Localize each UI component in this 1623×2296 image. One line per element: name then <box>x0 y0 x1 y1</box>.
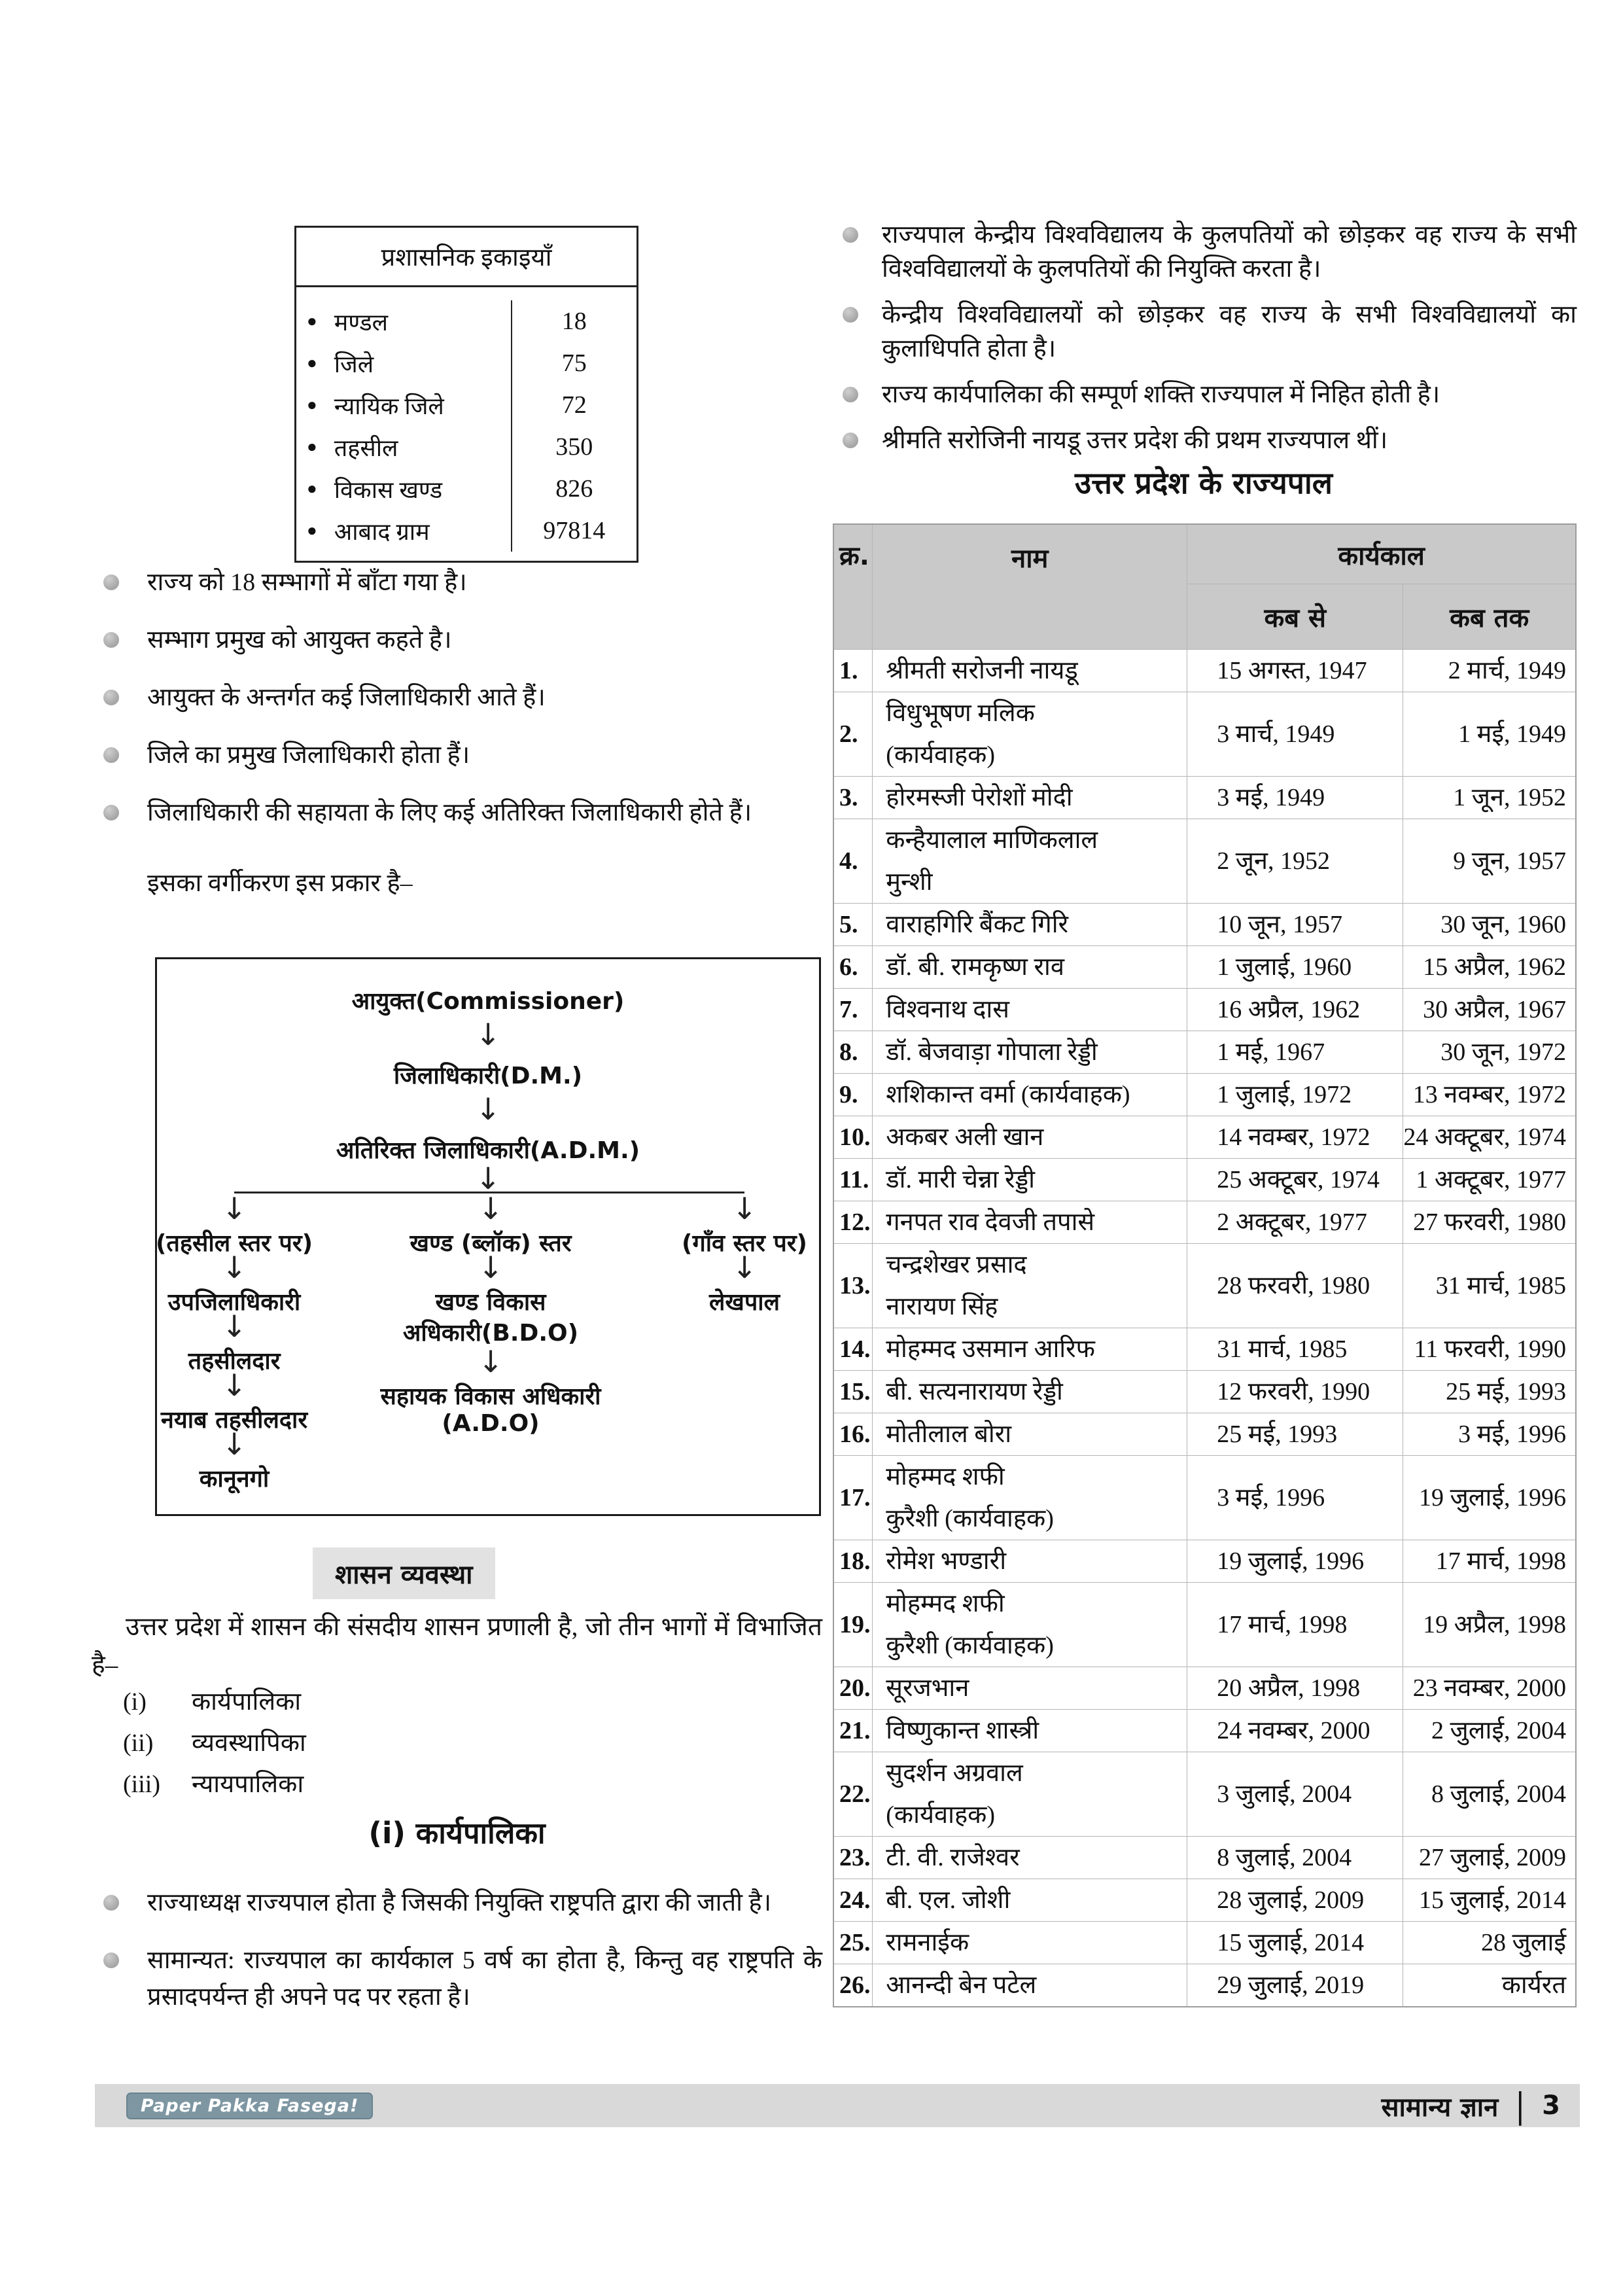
admin-row-value: 75 <box>511 342 637 384</box>
table-row <box>296 468 637 510</box>
governor-name: होरमस्जी पेरोशों मोदी <box>886 784 1073 811</box>
down-arrow-icon: ↓ <box>475 1017 501 1052</box>
table-row: 18. रोमेश भण्डारी 19 जुलाई, 1996 17 मार्च, 1998 <box>833 1540 1576 1583</box>
governor-name: आनन्दी बेन पटेल <box>886 1971 1037 1999</box>
governor-name: बी. एल. जोशी <box>886 1886 1011 1914</box>
subheading-karyapalika: (i) कार्यपालिका <box>368 1816 546 1850</box>
governor-name: मोतीलाल बोरा <box>886 1421 1012 1448</box>
bullet-dot-icon <box>103 690 119 705</box>
admin-row-label: आबाद ग्राम <box>334 518 430 545</box>
classification-note: इसका वर्गीकरण इस प्रकार है– <box>147 870 413 897</box>
governor-name: (कार्यवाहक) <box>886 1801 995 1829</box>
bullet-text: जिले का प्रमुख जिलाधिकारी होता हैं। <box>147 741 470 769</box>
governor-name: टी. वी. राजेश्वर <box>886 1844 1020 1871</box>
table-row <box>296 342 637 384</box>
table-row: 23. टी. वी. राजेश्वर 8 जुलाई, 2004 27 जुलाई, 2009 <box>833 1837 1576 1879</box>
column-header-to: कब तक <box>1403 584 1576 650</box>
column-header-tenure: कार्यकाल <box>1187 524 1576 584</box>
down-arrow-icon: ↓ <box>478 1191 504 1226</box>
list-item <box>92 737 822 773</box>
admin-row-value: 350 <box>511 426 637 468</box>
bullet-dot-icon <box>103 1895 119 1911</box>
bullet-text: श्रीमति सरोजिनी नायडू उत्तर प्रदेश की प्रथम राज्यपाल थीं। <box>882 427 1388 454</box>
bullet-text: राज्य को 18 सम्भागों में बाँटा गया है। <box>147 569 467 596</box>
bullet-dot-icon: ● <box>307 437 317 456</box>
down-arrow-icon: ↓ <box>731 1191 758 1226</box>
table-row: 20. सूरजभान 20 अप्रैल, 1998 23 नवम्बर, 2000 <box>833 1667 1576 1710</box>
table-row: 5. वाराहगिरि बैंकट गिरि 10 जून, 1957 30 जून, 1960 <box>833 904 1576 946</box>
governor-name: डॉ. बेजवाड़ा गोपाला रेड्डी <box>886 1038 1098 1066</box>
flow-node-ado-line2: (A.D.O) <box>442 1410 540 1437</box>
flow-node-tehsil-level: (तहसील स्तर पर) <box>155 1230 313 1257</box>
governor-name: बी. सत्यनारायण रेड्डी <box>886 1378 1063 1405</box>
table-header-row <box>833 524 1576 584</box>
down-arrow-icon: ↓ <box>221 1426 247 1462</box>
list-item <box>831 378 1577 412</box>
down-arrow-icon: ↓ <box>478 1250 504 1285</box>
flow-node-bdo-line2: अधिकारी(B.D.O) <box>402 1320 579 1347</box>
table-row: 17. मोहम्मद शफी कुरैशी (कार्यवाहक) 3 मई, 1996 19 जुलाई, 1996 <box>833 1456 1576 1540</box>
column-header-from: कब से <box>1187 584 1403 650</box>
admin-row-label: मण्डल <box>334 309 389 336</box>
flow-node-dm: जिलाधिकारी(D.M.) <box>393 1063 583 1089</box>
admin-row-label: जिले <box>334 351 374 378</box>
table-row: 1. श्रीमती सरोजनी नायडू 15 अगस्त, 1947 2 मार्च, 1949 <box>833 650 1576 692</box>
table-row: 2. विधुभूषण मलिक (कार्यवाहक) 3 मार्च, 1949 1 मई, 1949 <box>833 692 1576 777</box>
table-row: 6. डॉ. बी. रामकृष्ण राव 1 जुलाई, 1960 15 अप्रैल, 1962 <box>833 946 1576 989</box>
down-arrow-icon: ↓ <box>221 1368 247 1403</box>
list-item <box>123 1689 306 1714</box>
flow-node-bdo-line1: खण्ड विकास <box>435 1289 546 1316</box>
right-bullet-list <box>831 218 1577 469</box>
bullet-dot-icon <box>103 632 119 648</box>
governor-name: कुरैशी (कार्यवाहक) <box>886 1632 1054 1659</box>
down-arrow-icon: ↓ <box>731 1250 758 1285</box>
table-row: 26. आनन्दी बेन पटेल 29 जुलाई, 2019 कार्यरत <box>833 1964 1576 2007</box>
bullet-dot-icon <box>103 574 119 590</box>
governor-name: डॉ. मारी चेन्ना रेड्डी <box>886 1166 1036 1193</box>
bullet-dot-icon: ● <box>307 311 317 330</box>
governor-name: मोहम्मद शफी <box>886 1590 1005 1617</box>
admin-units-title: प्रशासनिक इकाइयाँ <box>296 228 637 287</box>
table-row: 24. बी. एल. जोशी 28 जुलाई, 2009 15 जुलाई, 2014 <box>833 1879 1576 1922</box>
list-item <box>92 622 822 658</box>
table-row: 15. बी. सत्यनारायण रेड्डी 12 फरवरी, 1990 25 मई, 1993 <box>833 1371 1576 1413</box>
flow-node-ado-line1: सहायक विकास अधिकारी <box>380 1383 601 1410</box>
table-row <box>296 426 637 468</box>
list-item <box>92 564 822 601</box>
table-row: 8. डॉ. बेजवाड़ा गोपाला रेड्डी 1 मई, 1967 30 जून, 1972 <box>833 1031 1576 1074</box>
publisher-badge: Paper Pakka Fasega! <box>126 2093 373 2119</box>
governor-name: नारायण सिंह <box>886 1293 998 1320</box>
table-row: 13. चन्द्रशेखर प्रसाद नारायण सिंह 28 फरवरी, 1980 31 मार्च, 1985 <box>833 1244 1576 1328</box>
flow-node-kanungo: कानूनगो <box>199 1466 270 1492</box>
footer-bar <box>95 2084 1580 2127</box>
table-row: 16. मोतीलाल बोरा 25 मई, 1993 3 मई, 1996 <box>833 1413 1576 1456</box>
list-item <box>831 218 1577 286</box>
admin-row-value: 97814 <box>511 510 637 552</box>
flow-node-commissioner: आयुक्त(Commissioner) <box>351 988 625 1015</box>
admin-row-value: 18 <box>511 300 637 342</box>
governor-name: मुन्शी <box>886 868 933 896</box>
bullet-dot-icon <box>103 1952 119 1968</box>
separator: | <box>1515 2085 1526 2126</box>
footer-page-info <box>1382 2084 1560 2127</box>
admin-units-table <box>294 226 638 563</box>
page-number: 3 <box>1542 2091 1560 2121</box>
down-arrow-icon: ↓ <box>221 1191 247 1226</box>
governor-name: सूरजभान <box>886 1674 969 1702</box>
list-item <box>831 298 1577 366</box>
governor-name: रामनाईक <box>886 1929 969 1956</box>
bullet-text: सम्भाग प्रमुख को आयुक्त कहते है। <box>147 626 452 654</box>
governor-name: डॉ. बी. रामकृष्ण राव <box>886 953 1064 981</box>
bullet-dot-icon <box>843 387 858 402</box>
governor-name: मोहम्मद शफी <box>886 1463 1005 1491</box>
table-row: 3. होरमस्जी पेरोशों मोदी 3 मई, 1949 1 जून, 1952 <box>833 777 1576 819</box>
table-row: 21. विष्णुकान्त शास्त्री 24 नवम्बर, 2000 2 जुलाई, 2004 <box>833 1710 1576 1752</box>
table-row: 25. रामनाईक 15 जुलाई, 2014 28 जुलाई <box>833 1922 1576 1964</box>
governor-name: कुरैशी (कार्यवाहक) <box>886 1505 1054 1532</box>
table-row: 12. गनपत राव देवजी तपासे 2 अक्टूबर, 1977 27 फरवरी, 1980 <box>833 1201 1576 1244</box>
bullet-text: राज्याध्यक्ष राज्यपाल होता है जिसकी नियुक्ति राष्ट्रपति द्वारा की जाती है। <box>147 1889 772 1916</box>
list-marker: (iii) <box>123 1771 160 1798</box>
bullet-dot-icon <box>843 227 858 243</box>
bullet-dot-icon: ● <box>307 479 317 498</box>
list-item <box>92 679 822 716</box>
admin-row-value: 826 <box>511 468 637 510</box>
governor-name: कन्हैयालाल माणिकलाल <box>886 826 1098 854</box>
governor-name: विधुभूषण मलिक <box>886 699 1035 727</box>
governance-list <box>123 1689 306 1813</box>
bullet-text: केन्द्रीय विश्वविद्यालयों को छोड़कर वह राज्य के सभी विश्वविद्यालयों का कुलाधिपति होता है। <box>882 301 1577 362</box>
bullet-dot-icon <box>103 747 119 763</box>
governor-name: चन्द्रशेखर प्रसाद <box>886 1251 1027 1279</box>
table-row: 7. विश्वनाथ दास 16 अप्रैल, 1962 30 अप्रैल, 1967 <box>833 989 1576 1031</box>
governors-table <box>833 523 1577 2007</box>
down-arrow-icon: ↓ <box>221 1309 247 1344</box>
list-marker: (ii) <box>123 1729 154 1757</box>
flow-node-adm: अतिरिक्त जिलाधिकारी(A.D.M.) <box>336 1137 640 1164</box>
table-row <box>296 510 637 552</box>
bullet-dot-icon: ● <box>307 353 317 372</box>
footer-section-label: सामान्य ज्ञान <box>1381 2092 1499 2123</box>
table-row: 11. डॉ. मारी चेन्ना रेड्डी 25 अक्टूबर, 1974 1 अक्टूबर, 1977 <box>833 1159 1576 1201</box>
governor-name: अकबर अली खान <box>886 1123 1044 1151</box>
list-label: न्यायपालिका <box>192 1771 304 1798</box>
governors-table-heading: उत्तर प्रदेश के राज्यपाल <box>1074 465 1333 501</box>
admin-row-label: न्यायिक जिले <box>334 393 444 419</box>
flow-node-lekhpal: लेखपाल <box>708 1289 780 1316</box>
section-heading-shasan-vyavastha: शासन व्यवस्था <box>313 1547 495 1599</box>
bullet-text: सामान्यत: राज्यपाल का कार्यकाल 5 वर्ष का होता है, किन्तु वह राष्ट्रपति के प्रसादपर्यन्त ही अपने पद पर रहता है। <box>147 1947 822 2011</box>
admin-row-label: विकास खण्ड <box>334 476 443 503</box>
flow-node-village-level: (गाँव स्तर पर) <box>681 1230 808 1257</box>
bullet-dot-icon: ● <box>307 521 317 540</box>
bullet-text: जिलाधिकारी की सहायता के लिए कई अतिरिक्त जिलाधिकारी होते हैं। <box>147 799 752 826</box>
governance-paragraph: उत्तर प्रदेश में शासन की संसदीय शासन प्रणाली है, जो तीन भागों में विभाजित है– <box>92 1613 822 1679</box>
list-item <box>92 1942 822 2015</box>
governor-name: सुदर्शन अग्रवाल <box>886 1759 1023 1787</box>
governor-name: विष्णुकान्त शास्त्री <box>886 1717 1039 1744</box>
list-item <box>123 1731 306 1756</box>
table-row: 19. मोहम्मद शफी कुरैशी (कार्यवाहक) 17 मार्च, 1998 19 अप्रैल, 1998 <box>833 1583 1576 1667</box>
table-row: 4. कन्हैयालाल माणिकलाल मुन्शी 2 जून, 1952 9 जून, 1957 <box>833 819 1576 904</box>
flow-node-tehsildar: तहसीलदार <box>188 1348 281 1375</box>
governor-name: शशिकान्त वर्मा (कार्यवाहक) <box>886 1081 1130 1108</box>
list-label: कार्यपालिका <box>192 1688 302 1716</box>
list-item <box>92 794 822 831</box>
flow-node-sdm: उपजिलाधिकारी <box>167 1289 301 1316</box>
table-row: 10. अकबर अली खान 14 नवम्बर, 1972 24 अक्टूबर, 1974 <box>833 1116 1576 1159</box>
table-row: 22. सुदर्शन अग्रवाल (कार्यवाहक) 3 जुलाई, 2004 8 जुलाई, 2004 <box>833 1752 1576 1837</box>
down-arrow-icon: ↓ <box>475 1161 501 1196</box>
admin-row-label: तहसील <box>334 434 398 461</box>
governor-name: श्रीमती सरोजनी नायडू <box>886 657 1078 684</box>
down-arrow-icon: ↓ <box>221 1250 247 1285</box>
bullet-text: राज्यपाल केन्द्रीय विश्वविद्यालय के कुलपतियों को छोड़कर वह राज्य के सभी विश्वविद्यालयों के कुलपतियों की नियुक्ति करता है। <box>882 221 1577 283</box>
executive-bullet-list <box>92 1884 822 2036</box>
admin-units-body <box>296 287 637 561</box>
flow-node-block-level: खण्ड (ब्लॉक) स्तर <box>410 1230 572 1257</box>
list-item <box>92 1884 822 1921</box>
governor-name: मोहम्मद उसमान आरिफ <box>886 1335 1095 1363</box>
column-header-sno: क्र. <box>833 524 873 650</box>
list-label: व्यवस्थापिका <box>192 1729 306 1757</box>
down-arrow-icon: ↓ <box>475 1091 501 1127</box>
table-row <box>296 300 637 342</box>
table-row: 9. शशिकान्त वर्मा (कार्यवाहक) 1 जुलाई, 1972 13 नवम्बर, 1972 <box>833 1074 1576 1116</box>
governor-name: (कार्यवाहक) <box>886 741 995 769</box>
governor-name: वाराहगिरि बैंकट गिरि <box>886 911 1069 938</box>
column-header-name: नाम <box>873 524 1187 650</box>
administration-flowchart <box>155 957 821 1516</box>
bullet-dot-icon <box>103 805 119 821</box>
table-row: 14. मोहम्मद उसमान आरिफ 31 मार्च, 1985 11 फरवरी, 1990 <box>833 1328 1576 1371</box>
governor-name: गनपत राव देवजी तपासे <box>886 1209 1095 1236</box>
list-item <box>831 423 1577 457</box>
bullet-dot-icon <box>843 433 858 448</box>
governor-name: विश्वनाथ दास <box>886 996 1009 1023</box>
bullet-text: आयुक्त के अन्तर्गत कई जिलाधिकारी आते हैं। <box>147 684 546 711</box>
left-bullet-list <box>92 564 822 852</box>
bullet-text: राज्य कार्यपालिका की सम्पूर्ण शक्ति राज्यपाल में निहित होती है। <box>882 381 1440 408</box>
list-item <box>123 1772 306 1797</box>
governor-name: रोमेश भण्डारी <box>886 1547 1007 1575</box>
bullet-dot-icon: ● <box>307 395 317 414</box>
list-marker: (i) <box>123 1688 147 1716</box>
flow-node-naib-tehsildar: नयाब तहसीलदार <box>160 1407 308 1434</box>
bullet-dot-icon <box>843 307 858 323</box>
table-row <box>296 384 637 426</box>
admin-row-value: 72 <box>511 384 637 426</box>
down-arrow-icon: ↓ <box>478 1344 504 1379</box>
